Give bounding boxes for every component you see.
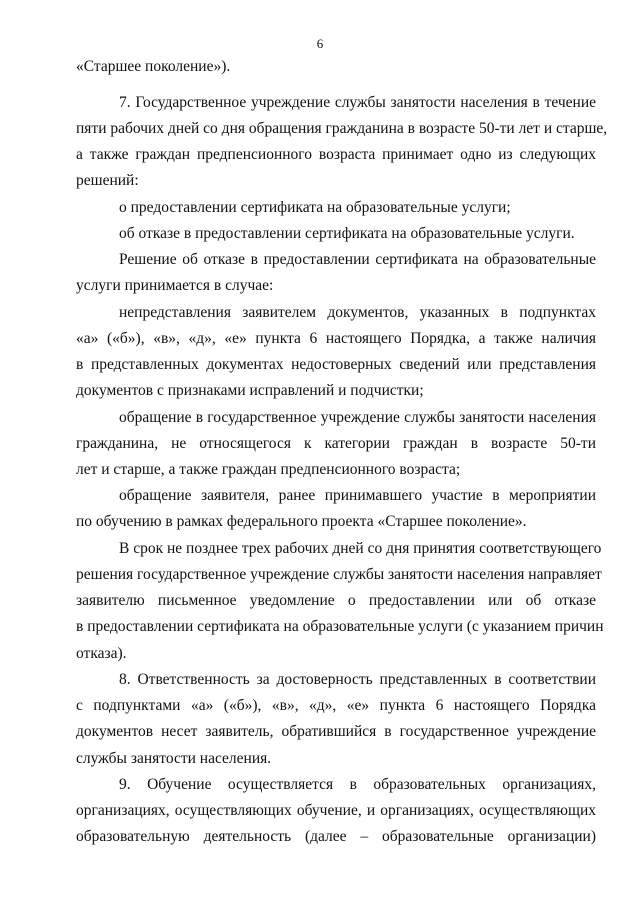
text-line: «Старшее поколение»). — [76, 58, 231, 75]
text-line: в предоставлении сертификата на образовательные услуги (с указанием причин — [76, 618, 604, 635]
text-line: непредставления заявителем документов, указанных в подпунктах — [119, 304, 596, 321]
text-line: по обучению в рамках федерального проекта «Старшее поколение». — [76, 513, 527, 530]
text-line: обращение заявителя, ранее принимавшего участие в мероприятии — [119, 487, 596, 504]
text-line: лет и старше, а также граждан предпенсионного возраста; — [76, 461, 461, 478]
text-line: отказа). — [76, 645, 127, 662]
text-line: обращение в государственное учреждение службы занятости населения — [119, 409, 596, 426]
text-line: 9. Обучение осуществляется в образовательных организациях, — [119, 776, 596, 793]
text-line: документов несет заявитель, обратившийся в государственное учреждение — [76, 723, 596, 740]
text-line: в представленных документах недостоверных сведений или представления — [76, 356, 596, 373]
page-number: 6 — [316, 36, 324, 51]
text-line: пяти рабочих дней со дня обращения гражданина в возрасте 50-ти лет и старше, — [76, 120, 608, 137]
text-line: а также граждан предпенсионного возраста принимает одно из следующих — [76, 146, 596, 163]
text-line: услуги принимается в случае: — [76, 277, 274, 294]
text-line: заявителю письменное уведомление о предоставлении или об отказе — [76, 592, 596, 609]
text-line: организациях, осуществляющих обучение, и организациях, осуществляющих — [76, 802, 596, 819]
text-line: гражданина, не относящегося к категории граждан в возрасте 50-ти — [76, 435, 596, 452]
text-line: о предоставлении сертификата на образовательные услуги; — [119, 199, 511, 216]
text-line: службы занятости населения. — [76, 750, 272, 767]
text-line: Решение об отказе в предоставлении сертификата на образовательные — [119, 251, 596, 268]
text-line: образовательную деятельность (далее – образовательные организации) — [76, 828, 596, 845]
text-line: решений: — [76, 172, 139, 189]
text-line: с подпунктами «а» («б»), «в», «д», «е» пункта 6 настоящего Порядка — [76, 697, 596, 714]
text-line: «а» («б»), «в», «д», «е» пункта 6 настоящего Порядка, а также наличия — [76, 330, 596, 347]
text-line: 8. Ответственность за достоверность представленных в соответствии — [119, 671, 596, 688]
text-line: В срок не позднее трех рабочих дней со дня принятия соответствующего — [119, 540, 602, 557]
text-line: документов с признаками исправлений и подчистки; — [76, 382, 424, 399]
text-line: об отказе в предоставлении сертификата на образовательные услуги. — [119, 225, 575, 242]
text-line: 7. Государственное учреждение службы занятости населения в течение — [119, 94, 596, 111]
text-line: решения государственное учреждение службы занятости населения направляет — [76, 566, 602, 583]
